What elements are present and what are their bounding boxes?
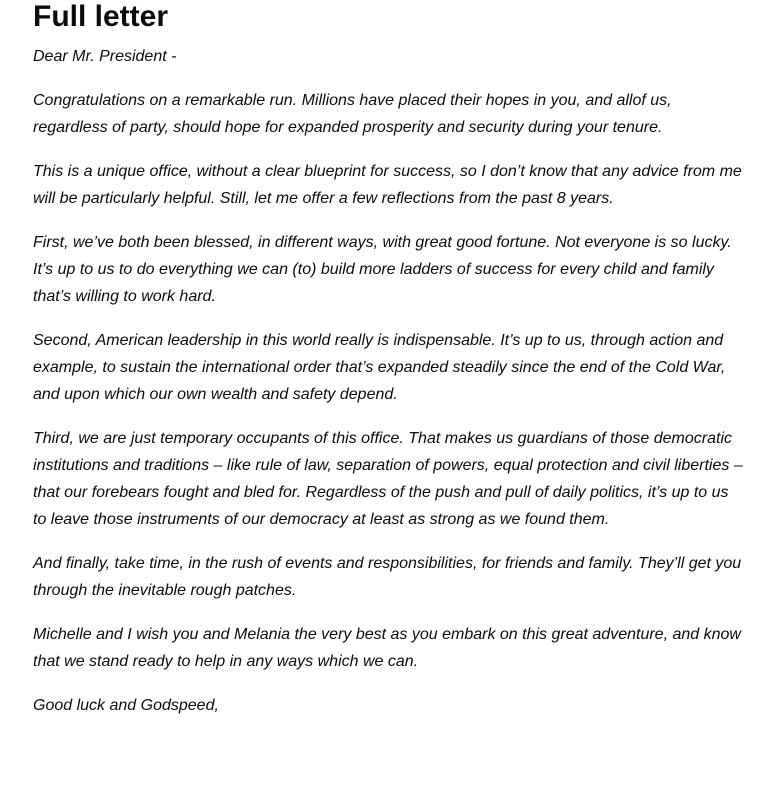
letter-paragraph: Congratulations on a remarkable run. Millions have placed their hopes in you, and allof us, regardless of party, should hope for expanded prosperity and security during your tenure. bbox=[33, 92, 672, 136]
letter-paragraph: Third, we are just temporary occupants of this office. That makes us guardians of those democratic institutions and traditions – like rule of law, separation of powers, equal protection and civil liberties – that our forebears fought and bled for. Regardless of the push and pull of daily politics, it’s up to us to leave those instruments of our democracy at least as strong as we found them. bbox=[33, 430, 743, 528]
letter-paragraph: First, we’ve both been blessed, in different ways, with great good fortune. Not everyone is so lucky. It’s up to us to do everything we can (to) build more ladders of success for every child and family that’s willing to work hard. bbox=[33, 234, 732, 305]
letter-salutation: Dear Mr. President - bbox=[33, 48, 177, 65]
letter-paragraph: Second, American leadership in this world really is indispensable. It’s up to us, through action and example, to sustain the international order that’s expanded steadily since the end of the Cold War, and upon which our own wealth and safety depend. bbox=[33, 332, 726, 403]
section-heading: Full letter bbox=[33, 0, 169, 33]
letter-closing: Good luck and Godspeed, bbox=[33, 697, 219, 714]
letter-paragraph: And finally, take time, in the rush of events and responsibilities, for friends and family. They’ll get you through the inevitable rough patches. bbox=[33, 555, 742, 599]
letter-paragraph: Michelle and I wish you and Melania the very best as you embark on this great adventure, and know that we stand ready to help in any ways which we can. bbox=[33, 626, 741, 670]
article bbox=[33, 0, 745, 719]
letter-paragraph: This is a unique office, without a clear blueprint for success, so I don’t know that any advice from me will be particularly helpful. Still, let me offer a few reflections from the past 8 years. bbox=[33, 163, 742, 207]
